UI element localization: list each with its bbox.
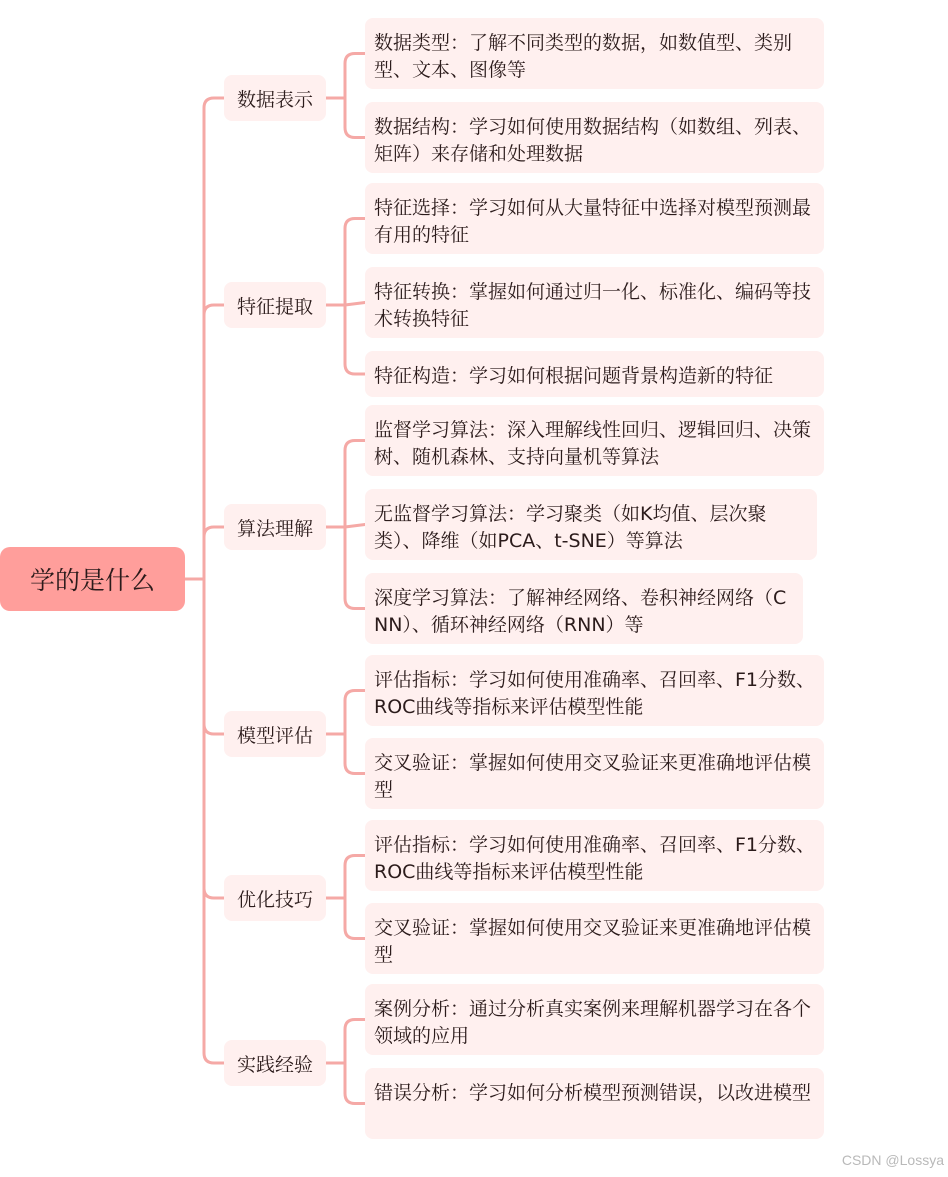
branch-connector xyxy=(204,527,224,579)
leaf-text: 交叉验证：掌握如何使用交叉验证来更准确地评估模型 xyxy=(374,752,812,801)
branch-connector xyxy=(204,579,224,1063)
branch-connector xyxy=(204,98,224,579)
leaf-node[interactable] xyxy=(365,102,824,173)
leaf-text: 评估指标：学习如何使用准确率、召回率、F1分数、ROC曲线等指标来评估模型性能 xyxy=(374,834,816,883)
leaf-connector xyxy=(345,527,365,609)
branch-label: 数据表示 xyxy=(236,88,313,111)
leaf-node[interactable] xyxy=(365,267,824,338)
branch-label: 算法理解 xyxy=(236,517,313,540)
leaf-node[interactable] xyxy=(365,738,824,809)
leaf-text: 评估指标：学习如何使用准确率、召回率、F1分数、ROC曲线等指标来评估模型性能 xyxy=(374,669,816,718)
leaf-node[interactable] xyxy=(365,351,824,397)
leaf-node[interactable] xyxy=(365,1068,824,1139)
leaf-connector xyxy=(345,525,365,528)
leaf-node[interactable] xyxy=(365,489,817,560)
branch-label: 优化技巧 xyxy=(236,888,313,911)
leaf-node[interactable] xyxy=(365,405,824,476)
root-node[interactable] xyxy=(0,547,185,611)
leaf-connector xyxy=(345,856,365,899)
leaf-connector xyxy=(345,691,365,735)
leaf-connector xyxy=(345,305,365,374)
branch-label: 特征提取 xyxy=(236,295,313,318)
leaf-connector xyxy=(345,1063,365,1104)
branch-node-practical-experience[interactable] xyxy=(224,1040,326,1086)
branch-label: 模型评估 xyxy=(236,724,313,747)
branch-node-optimization-techniques[interactable] xyxy=(224,875,326,921)
leaf-connector xyxy=(345,219,365,306)
leaf-text: 数据类型：了解不同类型的数据，如数值型、类别型、文本、图像等 xyxy=(374,32,793,81)
leaf-node[interactable] xyxy=(365,18,824,89)
leaf-text: 特征转换：掌握如何通过归一化、标准化、编码等技术转换特征 xyxy=(374,281,812,330)
leaf-node[interactable] xyxy=(365,183,824,254)
branch-node-model-evaluation[interactable] xyxy=(224,711,326,757)
leaf-connector xyxy=(345,303,365,306)
leaf-connector xyxy=(345,441,365,528)
leaf-node[interactable] xyxy=(365,984,824,1055)
leaf-text: 案例分析：通过分析真实案例来理解机器学习在各个领域的应用 xyxy=(374,998,812,1047)
branch-node-feature-extraction[interactable] xyxy=(224,282,326,328)
leaf-node[interactable] xyxy=(365,573,803,644)
leaf-text: 深度学习算法：了解神经网络、卷积神经网络（CNN）、循环神经网络（RNN）等 xyxy=(374,587,787,636)
leaf-connector xyxy=(345,734,365,774)
leaf-connector xyxy=(345,1020,365,1064)
leaf-text: 监督学习算法：深入理解线性回归、逻辑回归、决策树、随机森林、支持向量机等算法 xyxy=(374,419,812,468)
watermark: CSDN @Lossya xyxy=(841,1152,944,1168)
leaf-text: 特征选择：学习如何从大量特征中选择对模型预测最有用的特征 xyxy=(374,197,812,246)
branch-label: 实践经验 xyxy=(236,1053,313,1076)
leaf-text: 数据结构：学习如何使用数据结构（如数组、列表、矩阵）来存储和处理数据 xyxy=(374,116,812,165)
leaf-node[interactable] xyxy=(365,903,824,974)
leaf-text: 特征构造：学习如何根据问题背景构造新的特征 xyxy=(374,365,774,387)
leaf-node[interactable] xyxy=(365,820,824,891)
branch-connector xyxy=(204,579,224,734)
branch-node-data-representation[interactable] xyxy=(224,75,326,121)
leaf-text: 交叉验证：掌握如何使用交叉验证来更准确地评估模型 xyxy=(374,917,812,966)
branch-node-algorithm-understanding[interactable] xyxy=(224,504,326,550)
branch-connector xyxy=(204,305,224,579)
leaf-node[interactable] xyxy=(365,655,824,726)
leaf-text: 无监督学习算法：学习聚类（如K均值、层次聚类）、降维（如PCA、t-SNE）等算法 xyxy=(374,503,767,552)
root-node-label: 学的是什么 xyxy=(29,566,155,595)
branch-connector xyxy=(204,579,224,898)
leaf-connector xyxy=(345,54,365,99)
leaf-text: 错误分析：学习如何分析模型预测错误，以改进模型 xyxy=(374,1082,812,1104)
leaf-connector xyxy=(345,898,365,939)
leaf-connector xyxy=(345,98,365,138)
